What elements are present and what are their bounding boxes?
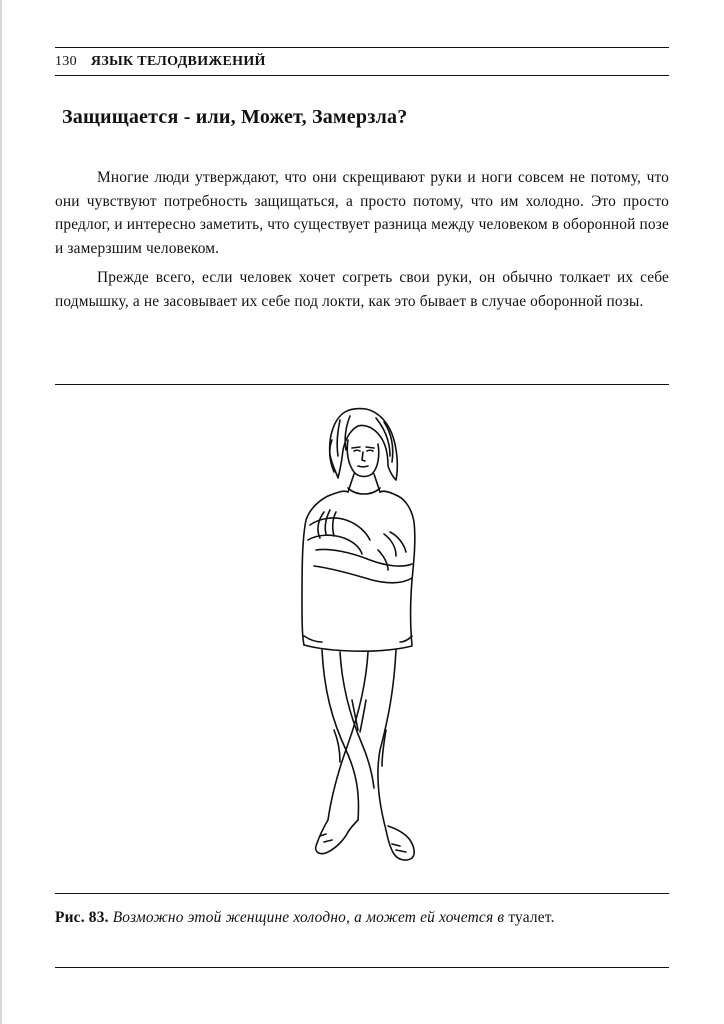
caption-bottom-rule <box>55 967 669 968</box>
caption-italic-text: Возможно этой женщине холодно, а может ей хочется в <box>112 909 505 926</box>
page-edge <box>0 0 2 1024</box>
caption-tail-text: туалет. <box>508 909 555 926</box>
woman-crossed-arms-drawing <box>280 400 450 880</box>
paragraph: Прежде всего, если человек хочет согреть свои руки, он обычно толкает их себе подмышку, а не засовывает их себе под локти, как это бывает в случае оборонной позы. <box>55 269 669 310</box>
caption-label: Рис. 83. <box>55 909 109 926</box>
figure-top-rule <box>55 384 669 385</box>
header-bottom-rule <box>55 75 669 76</box>
book-title: ЯЗЫК ТЕЛОДВИЖЕНИЙ <box>90 54 266 69</box>
figure-illustration <box>280 400 450 880</box>
caption-top-rule <box>55 893 669 894</box>
paragraph: Многие люди утверждают, что они скрещивают руки и ноги совсем не потому, что они чувствуют потребность защищаться, а просто потому, что им холодно. Это просто предлог, и интересно заметить, что существует разница между человеком в оборонной позе и замерзшим человеком. <box>55 169 669 257</box>
running-header <box>55 52 669 72</box>
figure-caption <box>55 906 669 930</box>
body-text <box>55 166 669 320</box>
header-top-rule <box>55 47 669 48</box>
page-number: 130 <box>55 54 77 69</box>
section-heading: Защищается - или, Может, Замерзла? <box>62 106 408 128</box>
